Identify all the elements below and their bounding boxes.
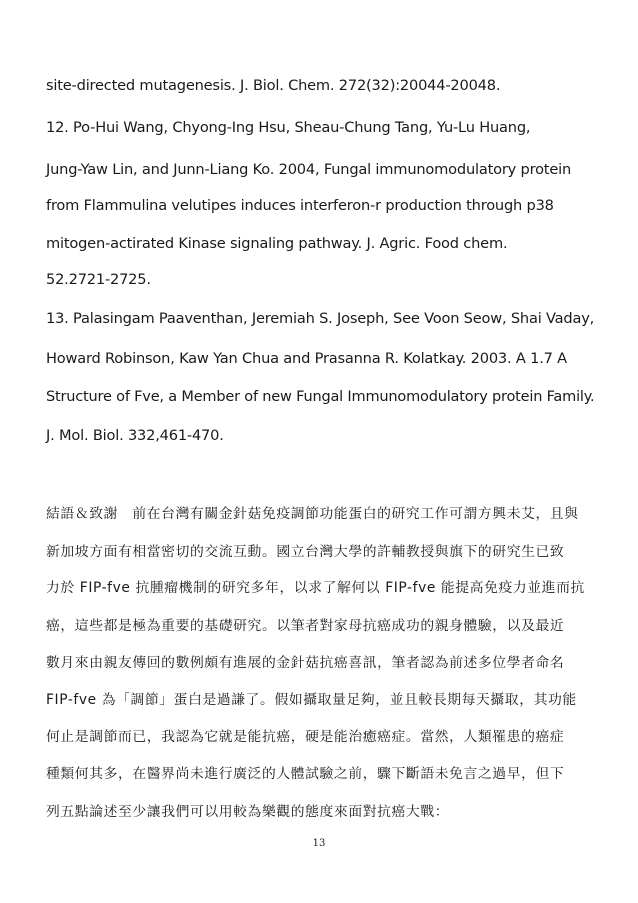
reference-line: Howard Robinson, Kaw Yan Chua and Prasanna R. Kolatkay. 2003. A 1.7 A [46,350,567,367]
reference-line: Structure of Fve, a Member of new Fungal Immunomodulatory protein Family. [46,388,595,405]
reference-line: 52.2721-2725. [46,271,151,288]
paragraph-line: 結語＆致謝 前在台灣有關金針菇免疫調節功能蛋白的研究工作可謂方興未艾，且與 [46,506,579,522]
reference-line: site-directed mutagenesis. J. Biol. Chem. 272(32):20044-20048. [46,77,501,94]
reference-line: Jung-Yaw Lin, and Junn-Liang Ko. 2004, Fungal immunomodulatory protein [46,161,572,178]
reference-line: 12. Po-Hui Wang, Chyong-Ing Hsu, Sheau-Chung Tang, Yu-Lu Huang, [46,119,531,136]
reference-line: 13. Palasingam Paaventhan, Jeremiah S. Joseph, See Voon Seow, Shai Vaday, [46,310,595,327]
paragraph-line: 新加坡方面有相當密切的交流互動。國立台灣大學的許輔教授與旗下的研究生已致 [46,544,565,560]
paragraph-line: FIP-fve 為「調節」蛋白是過謙了。假如攝取量足夠，並且較長期每天攝取，其功能 [46,692,577,708]
paragraph-line: 數月來由親友傳回的數例頗有進展的金針菇抗癌喜訊，筆者認為前述多位學者命名 [46,655,565,671]
reference-line: mitogen-actirated Kinase signaling pathway. J. Agric. Food chem. [46,235,508,252]
paragraph-line: 列五點論述至少讓我們可以用較為樂觀的態度來面對抗癌大戰： [46,804,450,820]
page-number: 13 [312,838,326,849]
reference-line: from Flammulina velutipes induces interferon-r production through p38 [46,197,554,214]
paragraph-line: 種類何其多，在醫界尚未進行廣泛的人體試驗之前，驟下斷語未免言之過早，但下 [46,766,565,782]
paragraph-line: 力於 FIP-fve 抗腫瘤機制的研究多年，以求了解何以 FIP-fve 能提高免疫力並進而抗 [46,580,585,596]
paragraph-line: 癌，這些都是極為重要的基礎研究。以筆者對家母抗癌成功的親身體驗，以及最近 [46,618,565,634]
paragraph-line: 何止是調節而已，我認為它就是能抗癌，硬是能治癒癌症。當然，人類罹患的癌症 [46,729,565,745]
reference-line: J. Mol. Biol. 332,461-470. [46,427,224,444]
